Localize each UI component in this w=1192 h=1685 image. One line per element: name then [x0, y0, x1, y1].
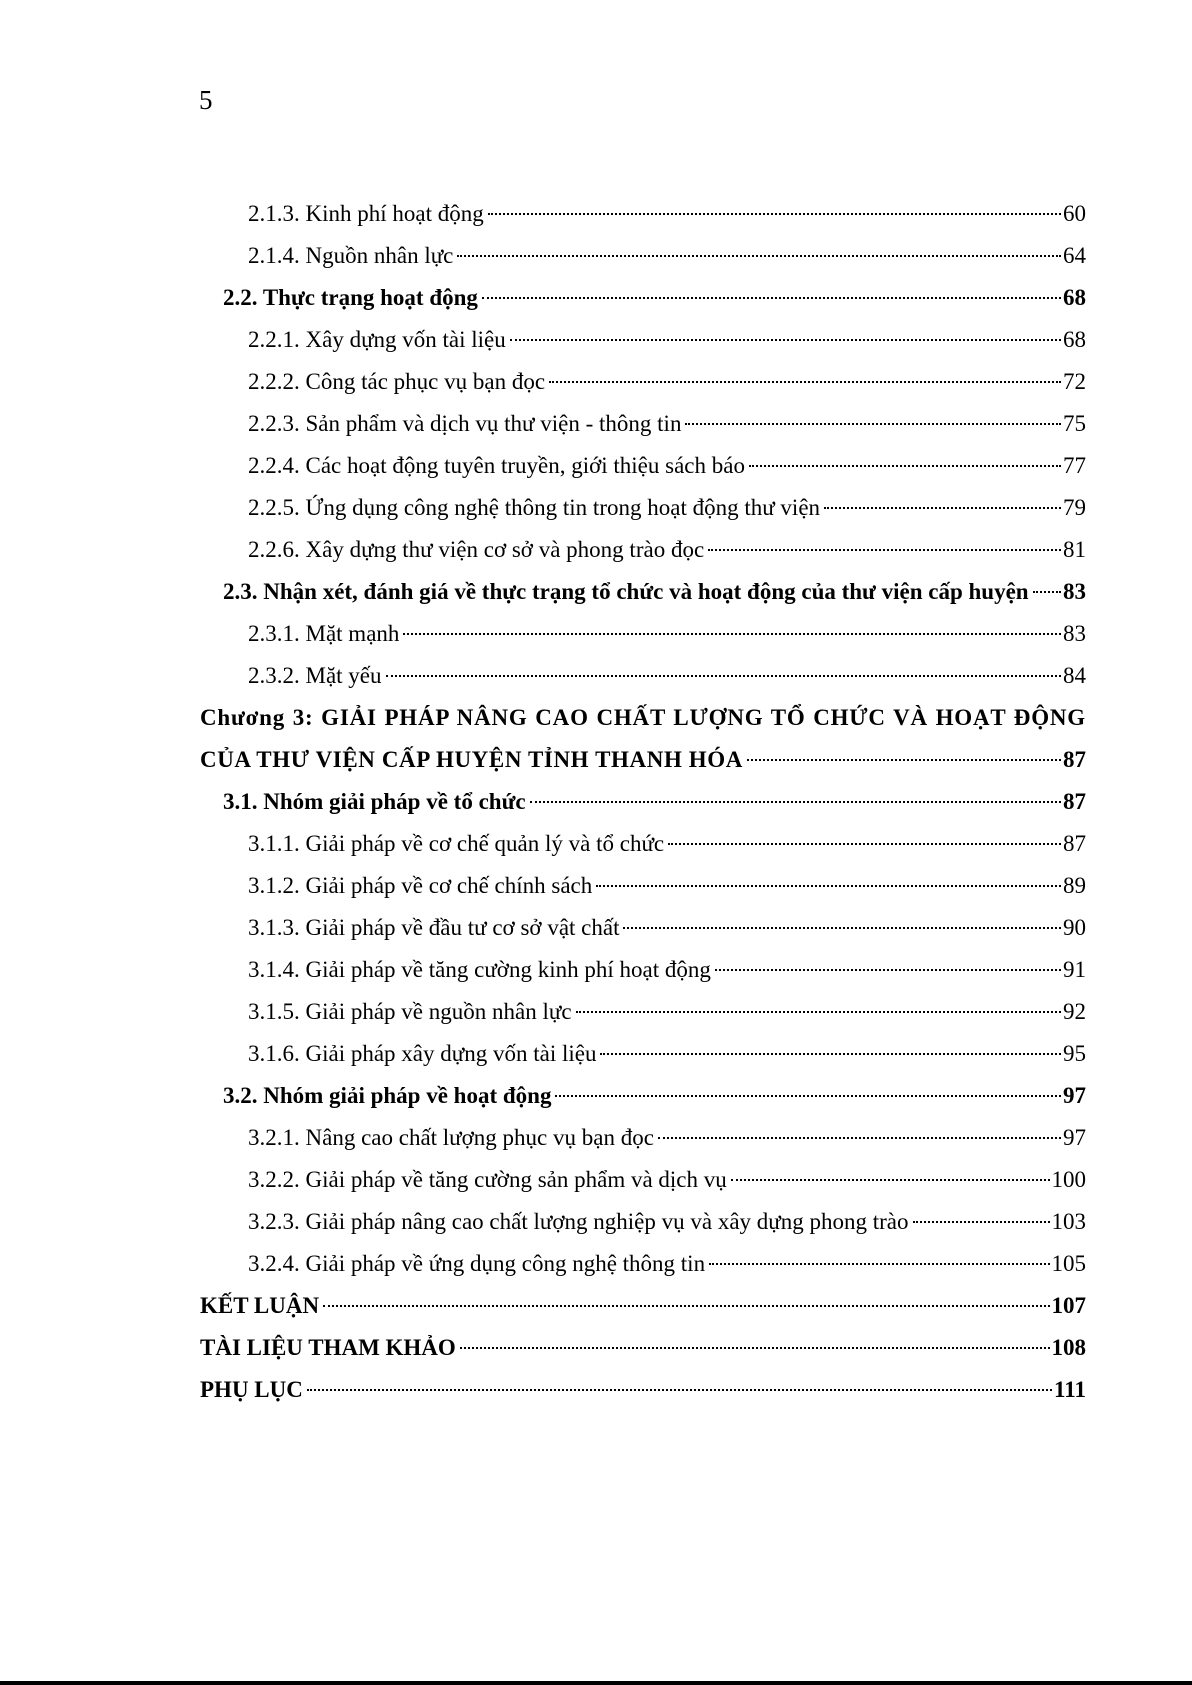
toc-entry-label: 3.2.2. Giải pháp về tăng cường sản phẩm và dịch vụ: [248, 1167, 727, 1192]
toc-entry[interactable]: [200, 1075, 1086, 1117]
toc-entry-label: KẾT LUẬN: [200, 1293, 320, 1318]
toc-page-number: 60: [1063, 201, 1086, 226]
toc-entry[interactable]: [200, 487, 1086, 529]
toc-entry[interactable]: [200, 361, 1086, 403]
dot-leader: [549, 381, 1061, 383]
toc-entry[interactable]: [200, 991, 1086, 1033]
toc-entry[interactable]: [200, 613, 1086, 655]
toc-entry-label: 3.2.3. Giải pháp nâng cao chất lượng nghiệp vụ và xây dựng phong trào: [248, 1209, 909, 1234]
toc-page-number: 87: [1063, 831, 1086, 856]
toc-entry[interactable]: [200, 1159, 1086, 1201]
dot-leader: [323, 1305, 1049, 1307]
toc-page-number: 87: [1063, 789, 1086, 814]
toc-entry-label: 3.1.4. Giải pháp về tăng cường kinh phí hoạt động: [248, 957, 711, 982]
toc-entry-label: 2.2. Thực trạng hoạt động: [223, 285, 478, 310]
toc-entry[interactable]: [200, 403, 1086, 445]
dot-leader: [576, 1011, 1061, 1013]
dot-leader: [460, 1347, 1050, 1349]
toc-chapter-3-line-1[interactable]: [200, 697, 1086, 739]
toc-page-number: 92: [1063, 999, 1086, 1024]
toc-page-number: 75: [1063, 411, 1086, 436]
dot-leader: [530, 801, 1061, 803]
toc-entry[interactable]: [200, 1369, 1086, 1411]
toc-page-number: 68: [1063, 285, 1086, 310]
dot-leader: [600, 1053, 1061, 1055]
toc-section-chapter-2: [200, 193, 1086, 697]
toc-entry[interactable]: [200, 1285, 1086, 1327]
toc-page-number: 87: [1063, 747, 1086, 772]
toc-page-number: 72: [1063, 369, 1086, 394]
toc-entry[interactable]: [200, 1327, 1086, 1369]
toc-entry[interactable]: [200, 823, 1086, 865]
toc-page-number: 77: [1063, 453, 1086, 478]
toc-entry[interactable]: [200, 235, 1086, 277]
toc-entry-label: 2.2.3. Sản phẩm và dịch vụ thư viện - thông tin: [248, 411, 682, 436]
toc-entry-label: 3.1.6. Giải pháp xây dựng vốn tài liệu: [248, 1041, 597, 1066]
toc-page-number: 79: [1063, 495, 1086, 520]
dot-leader: [307, 1389, 1052, 1391]
toc-entry-label: 2.3.1. Mặt mạnh: [248, 621, 400, 646]
toc-page-number: 111: [1054, 1377, 1086, 1402]
toc-entry-label: 2.2.6. Xây dựng thư viện cơ sở và phong trào đọc: [248, 537, 705, 562]
toc-page-number: 97: [1063, 1125, 1086, 1150]
toc-page-number: 107: [1051, 1293, 1086, 1318]
toc-page-number: 105: [1051, 1251, 1086, 1276]
toc-page-number: 95: [1063, 1041, 1086, 1066]
dot-leader: [482, 297, 1061, 299]
toc-chapter-3-title-line-2: CỦA THƯ VIỆN CẤP HUYỆN TỈNH THANH HÓA: [200, 747, 743, 772]
dot-leader: [731, 1179, 1050, 1181]
toc-chapter-3-title-line-1: Chương 3: GIẢI PHÁP NÂNG CAO CHẤT LƯỢNG TỔ CHỨC VÀ HOẠT ĐỘNG: [200, 705, 1086, 730]
bottom-border: [0, 1681, 1192, 1685]
toc-page-number: 100: [1051, 1167, 1086, 1192]
toc-entry-label: 3.2.1. Nâng cao chất lượng phục vụ bạn đọc: [248, 1125, 654, 1150]
dot-leader: [555, 1095, 1061, 1097]
toc-entry-label: TÀI LIỆU THAM KHẢO: [200, 1335, 456, 1360]
toc-entry[interactable]: [200, 529, 1086, 571]
toc-chapter-3-line-2[interactable]: [200, 739, 1086, 781]
toc-entry[interactable]: [200, 1033, 1086, 1075]
toc-entry-label: PHỤ LỤC: [200, 1377, 303, 1402]
toc-page-number: 97: [1063, 1083, 1086, 1108]
toc-entry[interactable]: [200, 445, 1086, 487]
toc-page-number: 90: [1063, 915, 1086, 940]
toc-page-number: 83: [1063, 579, 1086, 604]
dot-leader: [749, 465, 1061, 467]
dot-leader: [596, 885, 1061, 887]
dot-leader: [510, 339, 1061, 341]
toc-page-number: 64: [1063, 243, 1086, 268]
toc-entry[interactable]: [200, 655, 1086, 697]
toc-page-number: 68: [1063, 327, 1086, 352]
dot-leader: [685, 423, 1061, 425]
toc-entry-label: 3.1.3. Giải pháp về đầu tư cơ sở vật chất: [248, 915, 620, 940]
toc-entry-label: 3.1.5. Giải pháp về nguồn nhân lực: [248, 999, 572, 1024]
dot-leader: [668, 843, 1061, 845]
toc-entry-label: 2.1.3. Kinh phí hoạt động: [248, 201, 484, 226]
toc-page-number: 81: [1063, 537, 1086, 562]
toc-page-number: 108: [1051, 1335, 1086, 1360]
toc-entry[interactable]: [200, 1243, 1086, 1285]
toc-page-number: 89: [1063, 873, 1086, 898]
toc-entry[interactable]: [200, 193, 1086, 235]
dot-leader: [488, 213, 1061, 215]
dot-leader: [623, 927, 1061, 929]
toc-page-number: 83: [1063, 621, 1086, 646]
toc-entry-label: 2.3. Nhận xét, đánh giá về thực trạng tổ chức và hoạt động của thư viện cấp huyện: [223, 579, 1029, 604]
dot-leader: [715, 969, 1061, 971]
dot-leader: [386, 675, 1061, 677]
dot-leader: [708, 549, 1061, 551]
toc-entry-label: 2.2.2. Công tác phục vụ bạn đọc: [248, 369, 546, 394]
dot-leader: [747, 759, 1061, 761]
toc-entry[interactable]: [200, 571, 1086, 613]
table-of-contents: [200, 193, 1086, 1411]
toc-entry[interactable]: [200, 277, 1086, 319]
toc-entry-label: 3.1.2. Giải pháp về cơ chế chính sách: [248, 873, 593, 898]
toc-entry[interactable]: [200, 1201, 1086, 1243]
toc-page-number: 91: [1063, 957, 1086, 982]
toc-entry[interactable]: [200, 865, 1086, 907]
toc-entry[interactable]: [200, 949, 1086, 991]
toc-entry-label: 2.2.4. Các hoạt động tuyên truyền, giới thiệu sách báo: [248, 453, 745, 478]
toc-entry-label: 2.1.4. Nguồn nhân lực: [248, 243, 454, 268]
dot-leader: [658, 1137, 1061, 1139]
toc-entry-label: 3.1. Nhóm giải pháp về tổ chức: [223, 789, 526, 814]
toc-entry-label: 3.2. Nhóm giải pháp về hoạt động: [223, 1083, 552, 1108]
page-number: 5: [199, 85, 213, 115]
dot-leader: [824, 507, 1061, 509]
toc-entry[interactable]: [200, 781, 1086, 823]
toc-entry[interactable]: [200, 907, 1086, 949]
toc-entry-label: 3.2.4. Giải pháp về ứng dụng công nghệ thông tin: [248, 1251, 706, 1276]
dot-leader: [913, 1221, 1050, 1223]
toc-entry[interactable]: [200, 319, 1086, 361]
dot-leader: [403, 633, 1061, 635]
toc-page-number: 84: [1063, 663, 1086, 688]
toc-entry-label: 2.3.2. Mặt yếu: [248, 663, 382, 688]
toc-entry-label: 2.2.5. Ứng dụng công nghệ thông tin trong hoạt động thư viện: [248, 495, 821, 520]
dot-leader: [1033, 591, 1061, 593]
toc-section-chapter-3: [200, 781, 1086, 1411]
dot-leader: [457, 255, 1061, 257]
toc-entry-label: 2.2.1. Xây dựng vốn tài liệu: [248, 327, 506, 352]
dot-leader: [709, 1263, 1049, 1265]
toc-entry[interactable]: [200, 1117, 1086, 1159]
toc-page-number: 103: [1051, 1209, 1086, 1234]
toc-entry-label: 3.1.1. Giải pháp về cơ chế quản lý và tổ chức: [248, 831, 665, 856]
